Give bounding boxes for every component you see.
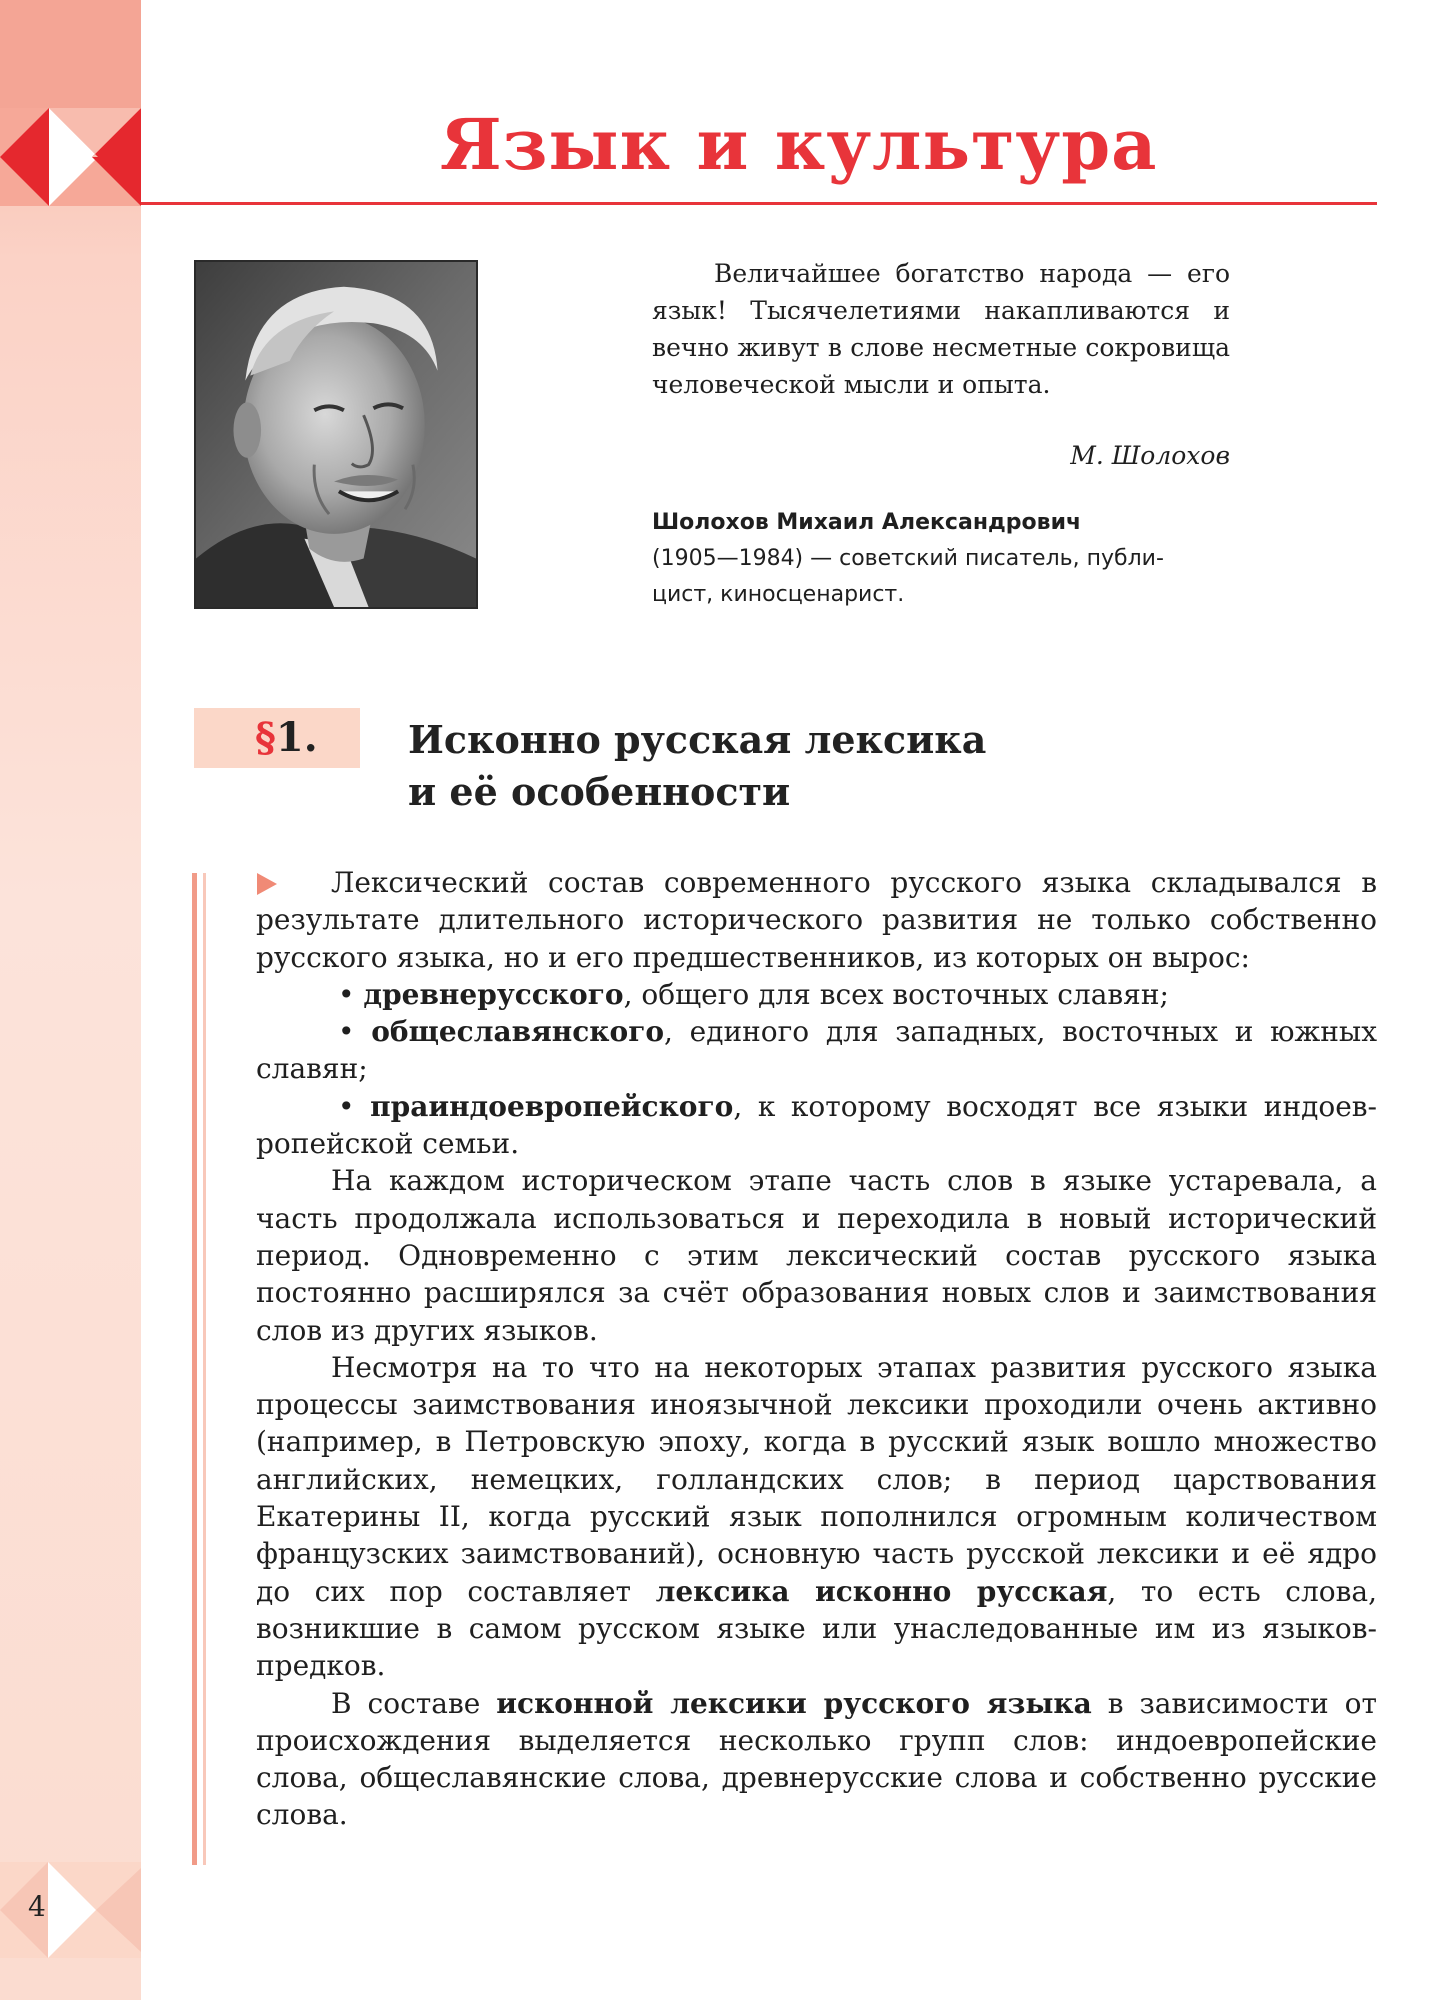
page-number: 4	[28, 1890, 46, 1923]
list-item-text: , к которому восходят все языки индоевропейской семьи.	[256, 1089, 1378, 1161]
list-item	[256, 976, 1377, 1013]
list-item-text: , общего для всех восточных славян;	[623, 977, 1169, 1011]
author-bio	[652, 505, 1212, 613]
bullet-icon: •	[338, 1015, 355, 1049]
author-portrait	[194, 260, 478, 609]
section-sign: §	[255, 714, 276, 761]
list-item	[256, 1088, 1377, 1163]
list-item-term: древнерусского	[363, 977, 624, 1011]
term-native-lexicon: лексика исконно русская	[655, 1574, 1108, 1608]
title-rule	[141, 202, 1377, 205]
section-number	[255, 710, 365, 766]
epigraph-author: М. Шолохов	[1070, 441, 1230, 470]
section-number-value: 1.	[275, 714, 318, 761]
section-title-line-1: Исконно русская лексика	[408, 717, 987, 762]
page-title: Язык и культура	[440, 103, 1158, 186]
paragraph-3-text: Несмотря на то что на некоторых этапах развития русского языка процессы заимствования иноязычной лексики проходили очень активно (например, в Петровскую эпоху, когда в русский язык вошло множество английских, немецких, голландских слов; в период царствования Екатерины II, когда русский язык пополнился огромным количеством французских заимствований), основную часть русской лексики и её ядро до сих пор составляет	[256, 1350, 1377, 1608]
epigraph-quote: Величайшее богатство народа — его язык! Тысячелетиями накапливаются и вечно живут в слове несметные сокровища человеческой мысли и опыта.	[652, 259, 1230, 399]
paragraph-2: На каждом историческом этапе часть слов в языке устаревала, а часть продолжала использоваться и переходила в новый исторический период. Одновременно с этим лексический состав русского языка постоянно расширялся за счёт образования новых слов и заимствования слов из других языков.	[256, 1164, 1377, 1347]
bullet-icon: •	[338, 1089, 355, 1123]
list-item	[256, 1013, 1377, 1088]
margin-band	[0, 0, 141, 2000]
paragraph-3	[256, 1349, 1377, 1685]
author-name: Шолохов Михаил Александрович	[652, 510, 1082, 535]
paragraph-4-text: В составе	[331, 1686, 497, 1720]
margin-bar	[192, 873, 197, 1865]
section-title-line-2: и её особенности	[408, 769, 791, 814]
paragraph-4	[256, 1685, 1377, 1834]
margin-bar-light	[203, 873, 206, 1865]
diamond-ornament-top	[0, 108, 141, 206]
body-text	[256, 864, 1377, 1834]
list-item-term: общеславянского	[371, 1015, 665, 1049]
list-item-text: , единого для западных, восточных и южных славян;	[256, 1015, 1377, 1086]
paragraph-4-text-end: в зависимости от происхождения выделяется несколько групп слов: индоевропейские слова, общеславянские слова, древнерусские слова и собственно русские слова.	[256, 1686, 1377, 1832]
list-item-term: праиндоевропейского	[370, 1089, 734, 1123]
author-bio-text: (1905—1984) — советский писатель, публицист, киносценарист.	[652, 546, 1164, 607]
section-title	[408, 714, 1108, 818]
paragraph-1: Лексический состав современного русского языка складывался в результате длительного исторического развития не только собственно русского языка, но и его предшественников, из которых он вырос:	[256, 866, 1377, 974]
bullet-icon: •	[338, 977, 355, 1011]
paragraph-3-text-end: , то есть слова, возникшие в самом русском языке или унаследованные им из языков-предков.	[256, 1574, 1377, 1683]
term-native-russian-lexicon: исконной лексики русского языка	[496, 1686, 1092, 1720]
